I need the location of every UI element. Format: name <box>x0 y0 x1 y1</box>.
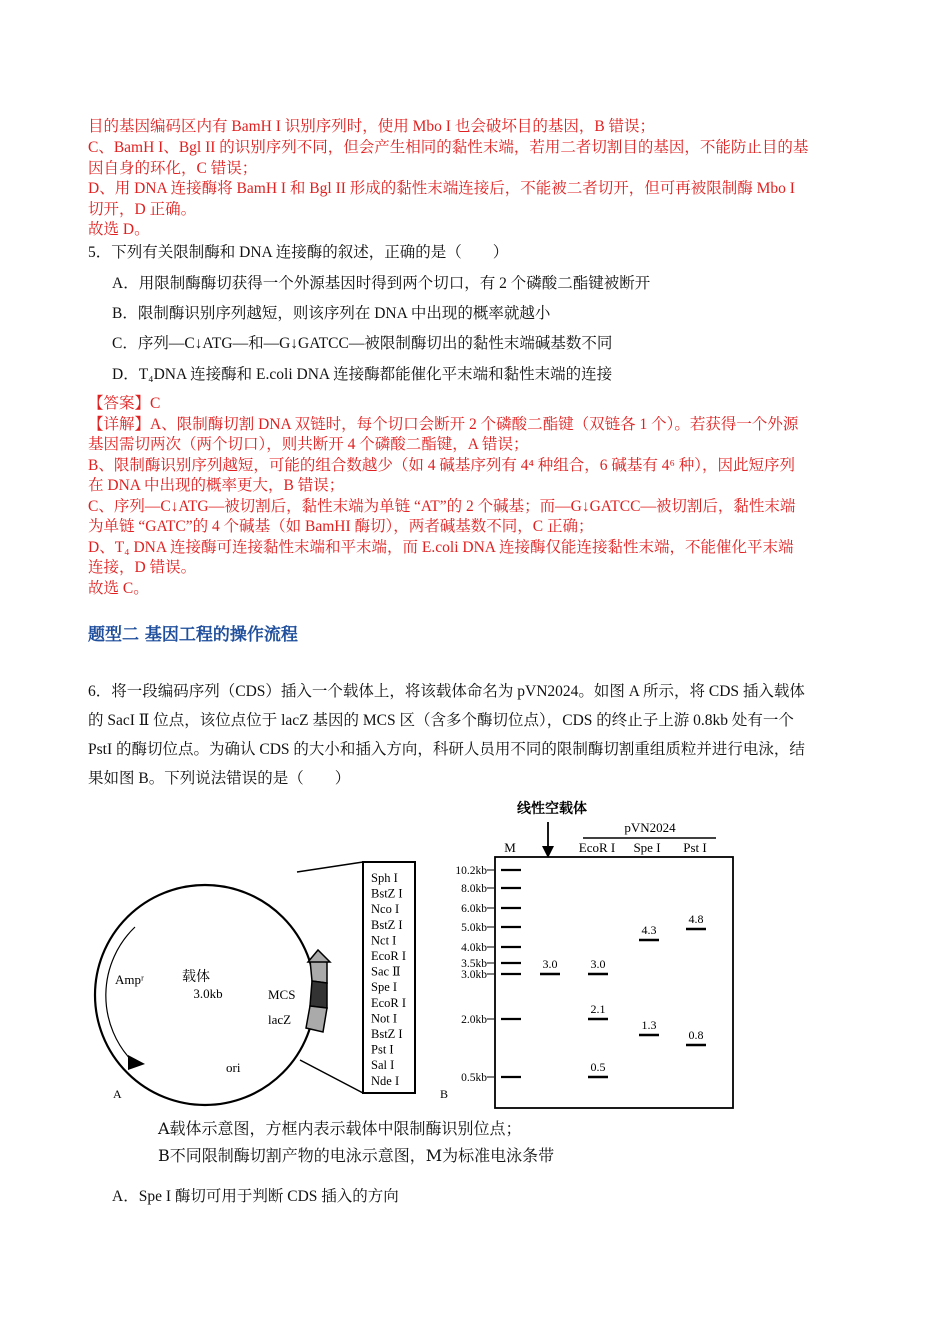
question-5-stem: 5．下列有关限制酶和 DNA 连接酶的叙述，正确的是（ ） <box>88 244 509 261</box>
amp-arc <box>106 927 135 1062</box>
option-d: D．T₄DNA 连接酶和 E.coli DNA 连接酶都能催化平末端和黏性末端的连接 <box>112 366 613 383</box>
restriction-site-label: Sal I <box>371 1058 395 1073</box>
panel-b-label: B <box>440 1087 449 1101</box>
figure-caption-2: B不同限制酶切割产物的电泳示意图，M为标准电泳条带 <box>158 1146 555 1165</box>
explanation-line: C、BamH I、Bgl II 的识别序列不同，但会产生相同的黏性末端，若用二者切割目的基因，不能防止目的基 <box>88 139 809 156</box>
explanation-line: 因自身的环化，C 错误； <box>88 160 258 177</box>
option-a: A．用限制酶酶切获得一个外源基因时得到两个切口，有 2 个磷酸二酯键被断开 <box>112 275 651 292</box>
marker-label: 3.0kb <box>461 969 487 981</box>
band-size-label: 0.5 <box>590 1060 606 1074</box>
band-size-label: 3.0 <box>590 957 606 971</box>
figure <box>0 790 950 1110</box>
band-size-label: 4.8 <box>688 912 704 926</box>
option-c: C．序列—C↓ATG—和—G↓GATCC—被限制酶切出的黏性末端碱基数不同 <box>112 335 613 352</box>
marker-ladder <box>455 865 521 1084</box>
marker-label: 5.0kb <box>461 922 487 934</box>
marker-label: 3.5kb <box>461 958 487 970</box>
question-6-stem-line: 6．将一段编码序列（CDS）插入一个载体上，将该载体命名为 pVN2024。如图 A 所示，将 CDS 插入载体 <box>88 683 805 700</box>
question-6-option-a: A．Spe I 酶切可用于判断 CDS 插入的方向 <box>112 1188 399 1205</box>
section-heading: 题型二 基因工程的操作流程 <box>88 625 298 645</box>
mcs-arrowhead <box>308 950 330 962</box>
explanation-line: 为单链 “GATC”的 4 个碱基（如 BamHI 酶切），两者碱基数不同，C 正确； <box>88 518 594 535</box>
panel-a-label: A <box>113 1087 122 1101</box>
ori-label: ori <box>226 1060 241 1075</box>
restriction-site-label: Nco I <box>371 902 400 917</box>
option-b: B．限制酶识别序列越短，则该序列在 DNA 中出现的概率就越小 <box>112 305 551 322</box>
linear-vector-label: 线性空载体 <box>517 802 587 817</box>
explanation-line: 故选 D。 <box>88 221 150 238</box>
restriction-site-label: Sac Ⅱ <box>371 964 401 979</box>
band-size-label: 4.3 <box>641 923 657 937</box>
mcs-label: MCS <box>268 987 296 1002</box>
restriction-site-label: Pst I <box>371 1042 394 1057</box>
question-6-stem-line: 的 SacI Ⅱ 位点，该位点位于 lacZ 基因的 MCS 区（含多个酶切位点），CDS 的终止子上游 0.8kb 处有一个 <box>88 712 794 729</box>
explanation-line: C、序列—C↓ATG—被切割后，黏性末端为单链 “AT”的 2 个碱基；而—G↓GATCC—被切割后，黏性末端 <box>88 498 796 515</box>
band-size-label: 2.1 <box>590 1002 606 1016</box>
marker-label: 8.0kb <box>461 883 487 895</box>
plasmid-size: 3.0kb <box>193 986 223 1001</box>
lane-labels <box>504 840 707 855</box>
mcs-upper-segment <box>310 960 327 983</box>
restriction-site-label: BstZ I <box>371 886 403 901</box>
marker-label: 6.0kb <box>461 903 487 915</box>
explanation-line: 故选 C。 <box>88 580 149 597</box>
marker-label: 0.5kb <box>461 1072 487 1084</box>
band-size-label: 3.0 <box>542 957 558 971</box>
mcs-dark-segment <box>310 981 327 1008</box>
explanation-line: 目的基因编码区内有 BamH I 识别序列时，使用 Mbo I 也会破坏目的基因，B 错误； <box>88 118 656 135</box>
explanation-line: D、T₄ DNA 连接酶可连接黏性末端和平末端，而 E.coli DNA 连接酶仅能连接黏性末端，不能催化平末端 <box>88 539 794 556</box>
marker-label: 2.0kb <box>461 1014 487 1026</box>
restriction-site-label: BstZ I <box>371 1027 403 1041</box>
amp-arrowhead <box>128 1055 145 1070</box>
marker-label: 4.0kb <box>461 942 487 954</box>
restriction-site-label: Spe I <box>371 980 398 995</box>
lane-label: Spe I <box>633 840 661 855</box>
answer: 【答案】C <box>88 395 161 412</box>
restriction-site-label: EcoR I <box>371 949 407 963</box>
figure-caption-1: A载体示意图，方框内表示载体中限制酶识别位点； <box>158 1119 522 1138</box>
lane-label: Pst I <box>683 840 707 855</box>
explanation-line: 切开，D 正确。 <box>88 201 197 218</box>
explanation-line: 基因需切两次（两个切口），则共断开 4 个磷酸二酯键，A 错误； <box>88 436 529 453</box>
question-6-stem-line: PstI 的酶切位点。为确认 CDS 的大小和插入方向，科研人员用不同的限制酶切割重组质粒并进行电泳，结 <box>88 741 805 758</box>
lacz-label: lacZ <box>268 1012 292 1027</box>
restriction-site-label: Nct I <box>371 933 397 948</box>
lacz-segment <box>306 1006 327 1032</box>
marker-label: 10.2kb <box>455 865 487 877</box>
explanation-line: B、限制酶识别序列越短，可能的组合数越少（如 4 碱基序列有 4⁴ 种组合，6 碱基有 4⁶ 种），因此短序列 <box>88 457 796 474</box>
explanation-line: 【详解】A、限制酶切割 DNA 双链时，每个切口会断开 2 个磷酸二酯键（双链各 1 个）。若获得一个外源 <box>88 416 799 433</box>
plasmid-label: 载体 <box>182 970 210 985</box>
band-size-label: 0.8 <box>688 1028 704 1042</box>
restriction-site-label: BstZ I <box>371 917 403 932</box>
restriction-site-label: Not I <box>371 1011 398 1026</box>
restriction-site-label: Nde I <box>371 1073 400 1088</box>
lane-label: M <box>504 840 516 855</box>
explanation-line: 连接，D 错误。 <box>88 559 197 576</box>
explanation-line: D、用 DNA 连接酶将 BamH I 和 Bgl II 形成的黏性末端连接后，不能被二者切开，但可再被限制酶 Mbo I <box>88 180 795 197</box>
gel-bands <box>540 912 706 1077</box>
band-size-label: 1.3 <box>641 1018 657 1032</box>
restriction-site-label: Sph I <box>371 871 398 885</box>
pvn-label: pVN2024 <box>624 820 676 835</box>
restriction-site-label: EcoR I <box>371 995 407 1010</box>
gel-frame <box>495 857 733 1108</box>
lane-label: EcoR I <box>578 840 616 855</box>
question-6-stem-line: 果如图 B。下列说法错误的是（ ） <box>88 770 351 787</box>
amp-label: Ampʳ <box>115 972 144 987</box>
explanation-line: 在 DNA 中出现的概率更大，B 错误； <box>88 477 345 494</box>
